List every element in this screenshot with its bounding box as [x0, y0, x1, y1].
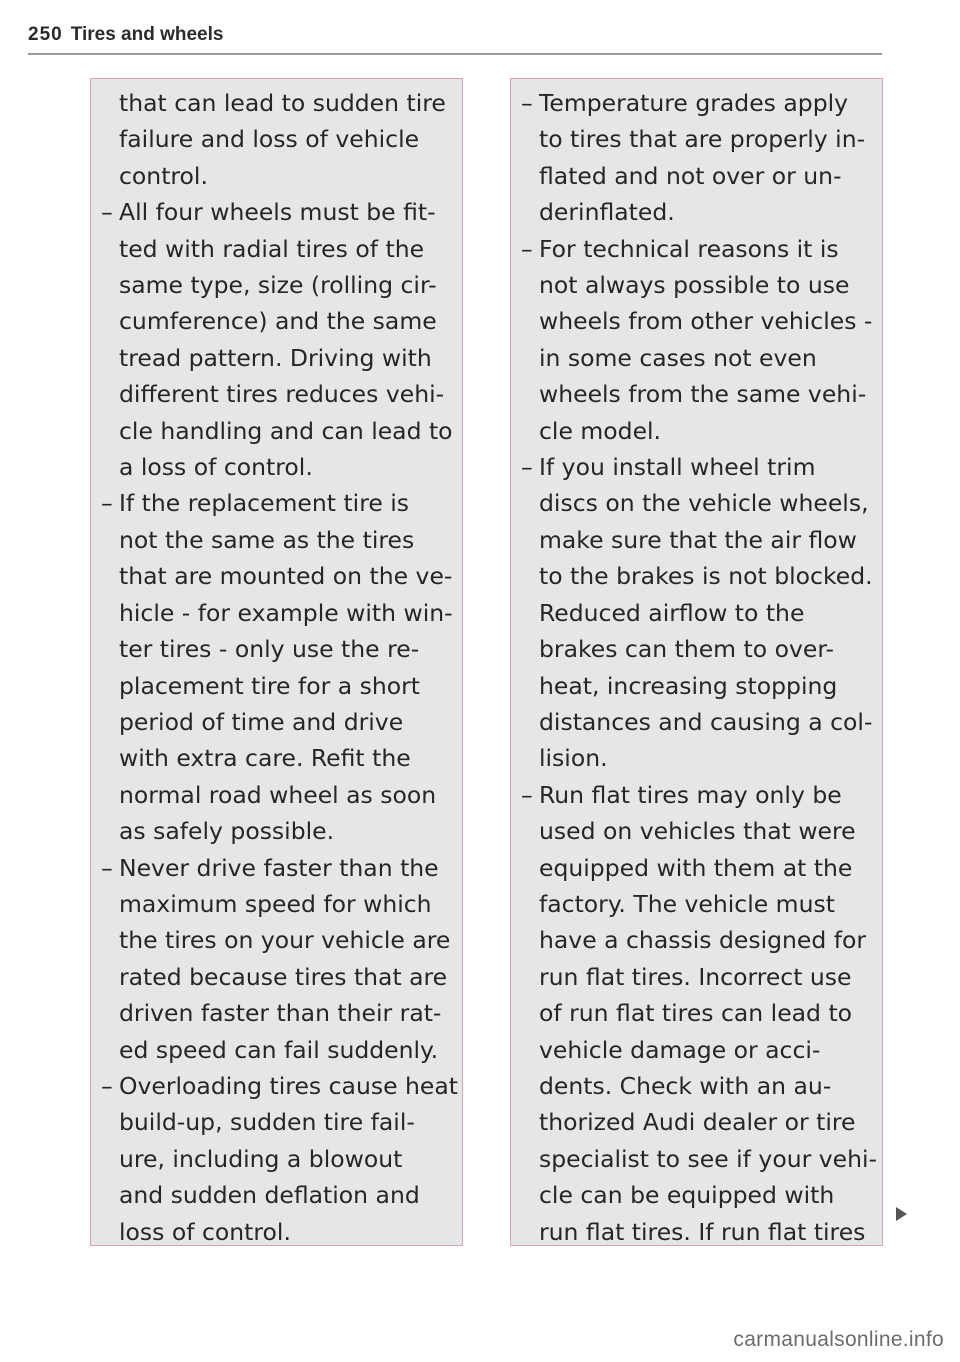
line-text: discs on the vehicle wheels,	[539, 489, 869, 518]
text-line	[91, 449, 462, 485]
line-text: and sudden deflation and	[119, 1181, 420, 1210]
line-text: distances and causing a col-	[539, 707, 873, 736]
text-line	[511, 704, 882, 740]
line-text: normal road wheel as soon	[119, 780, 437, 809]
text-line	[91, 740, 462, 776]
line-text: Temperature grades apply	[539, 89, 849, 117]
line-text: wheels from the same vehi-	[539, 380, 867, 409]
line-text: cle model.	[539, 416, 662, 445]
text-line	[511, 668, 882, 704]
bullet-line	[91, 485, 462, 521]
text-line	[91, 85, 462, 121]
page-number: 250	[28, 24, 63, 45]
text-line	[91, 1104, 462, 1140]
text-line	[91, 158, 462, 194]
text-line	[91, 303, 462, 339]
text-line	[511, 1104, 882, 1140]
bullet-dash: –	[101, 489, 113, 518]
line-text: factory. The vehicle must	[539, 889, 835, 918]
bullet-dash: –	[521, 234, 533, 263]
line-text: have a chassis designed for	[539, 926, 867, 955]
text-line	[511, 922, 882, 958]
continue-arrow-icon	[896, 1207, 907, 1221]
text-line	[91, 704, 462, 740]
line-text: run flat tires. Incorrect use	[539, 962, 852, 991]
text-line	[511, 121, 882, 157]
bullet-dash: –	[101, 1071, 113, 1100]
line-text: make sure that the air flow	[539, 525, 857, 554]
line-text: control.	[119, 161, 208, 190]
text-line	[91, 1177, 462, 1213]
text-line	[91, 522, 462, 558]
line-text: specialist to see if your vehi-	[539, 1144, 877, 1173]
text-line	[511, 595, 882, 631]
text-line	[511, 376, 882, 412]
line-text: different tires reduces vehi-	[119, 380, 445, 409]
line-text: same type, size (rolling cir-	[119, 271, 437, 300]
text-line	[511, 1177, 882, 1213]
line-text: to the brakes is not blocked.	[539, 562, 873, 591]
line-text: in some cases not even	[539, 343, 817, 372]
bullet-dash: –	[101, 198, 113, 227]
line-text: to tires that are properly in-	[539, 125, 866, 154]
line-text: that can lead to sudden tire	[119, 89, 446, 117]
text-line	[511, 995, 882, 1031]
line-text: All four wheels must be fit-	[119, 198, 436, 227]
section-title: Tires and wheels	[70, 24, 224, 45]
line-text: heat, increasing stopping	[539, 671, 838, 700]
text-line	[91, 1141, 462, 1177]
line-text: of run flat tires can lead to	[539, 999, 853, 1028]
text-line	[511, 850, 882, 886]
line-text: build-up, sudden tire fail-	[119, 1108, 415, 1137]
line-text: cle handling and can lead to	[119, 416, 453, 445]
line-text: placement tire for a short	[119, 671, 421, 700]
bullet-dash: –	[521, 89, 533, 117]
bullet-dash: –	[521, 780, 533, 809]
line-text: ter tires - only use the re-	[119, 635, 420, 664]
line-text: thorized Audi dealer or tire	[539, 1108, 856, 1137]
bullet-line	[511, 231, 882, 267]
line-text: rated because tires that are	[119, 962, 448, 991]
line-text: as safely possible.	[119, 817, 335, 846]
text-line	[511, 413, 882, 449]
line-text: Reduced airflow to the	[539, 598, 805, 627]
text-line	[511, 1068, 882, 1104]
text-line	[91, 267, 462, 303]
text-line	[91, 121, 462, 157]
text-line	[91, 558, 462, 594]
line-text: Run flat tires may only be	[539, 780, 842, 809]
text-line	[91, 886, 462, 922]
line-text: derinflated.	[539, 198, 675, 227]
line-text: a loss of control.	[119, 453, 313, 482]
bullet-line	[511, 449, 882, 485]
text-line	[511, 303, 882, 339]
line-text: If you install wheel trim	[539, 453, 816, 482]
line-text: that are mounted on the ve-	[119, 562, 453, 591]
line-text: equipped with them at the	[539, 853, 853, 882]
text-line	[91, 1214, 462, 1250]
line-text: flated and not over or un-	[539, 161, 842, 190]
text-line	[91, 922, 462, 958]
text-line	[511, 631, 882, 667]
text-line	[91, 631, 462, 667]
line-text: brakes can them to over-	[539, 635, 834, 664]
line-text: the tires on your vehicle are	[119, 926, 451, 955]
line-text: maximum speed for which	[119, 889, 432, 918]
line-text: not always possible to use	[539, 271, 850, 300]
line-text: tread pattern. Driving with	[119, 343, 432, 372]
left-column-text	[91, 85, 462, 1250]
text-line	[91, 413, 462, 449]
bullet-line	[91, 1068, 462, 1104]
line-text: cumference) and the same	[119, 307, 437, 336]
line-text: hicle - for example with win-	[119, 598, 453, 627]
line-text: wheels from other vehicles -	[539, 307, 873, 336]
line-text: failure and loss of vehicle	[119, 125, 420, 154]
text-line	[91, 595, 462, 631]
header-divider	[28, 53, 882, 55]
line-text: ted with radial tires of the	[119, 234, 425, 263]
text-line	[91, 995, 462, 1031]
text-line	[511, 1214, 882, 1250]
line-text: ure, including a blowout	[119, 1144, 403, 1173]
line-text: driven faster than their rat-	[119, 999, 442, 1028]
bullet-line	[511, 777, 882, 813]
line-text: lision.	[539, 744, 608, 773]
text-line	[511, 340, 882, 376]
text-line	[511, 558, 882, 594]
page-header	[28, 20, 223, 50]
text-line	[91, 959, 462, 995]
text-line	[91, 376, 462, 412]
text-line	[511, 886, 882, 922]
line-text: cle can be equipped with	[539, 1181, 835, 1210]
text-line	[91, 777, 462, 813]
line-text: ed speed can fail suddenly.	[119, 1035, 439, 1064]
text-line	[511, 1141, 882, 1177]
text-line	[511, 959, 882, 995]
line-text: not the same as the tires	[119, 525, 415, 554]
line-text: For technical reasons it is	[539, 234, 839, 263]
line-text: loss of control.	[119, 1217, 291, 1246]
warning-panel-left	[90, 78, 463, 1246]
text-line	[91, 340, 462, 376]
text-line	[91, 231, 462, 267]
line-text: run flat tires. If run flat tires	[539, 1217, 866, 1246]
line-text: dents. Check with an au-	[539, 1071, 832, 1100]
line-text: with extra care. Refit the	[119, 744, 411, 773]
text-line	[511, 813, 882, 849]
bullet-line	[511, 85, 882, 121]
text-line	[91, 813, 462, 849]
bullet-line	[91, 850, 462, 886]
line-text: If the replacement tire is	[119, 489, 410, 518]
warning-panel-right	[510, 78, 883, 1246]
line-text: period of time and drive	[119, 707, 404, 736]
line-text: vehicle damage or acci-	[539, 1035, 821, 1064]
right-column-text	[511, 85, 882, 1250]
text-line	[91, 668, 462, 704]
line-text: Overloading tires cause heat	[119, 1071, 458, 1100]
text-line	[511, 194, 882, 230]
text-line	[91, 1032, 462, 1068]
bullet-line	[91, 194, 462, 230]
watermark: carmanualsonline.info	[733, 1328, 944, 1351]
bullet-dash: –	[521, 453, 533, 482]
text-line	[511, 267, 882, 303]
text-line	[511, 485, 882, 521]
text-line	[511, 740, 882, 776]
bullet-dash: –	[101, 853, 113, 882]
text-line	[511, 1032, 882, 1068]
text-line	[511, 522, 882, 558]
line-text: used on vehicles that were	[539, 817, 856, 846]
text-line	[511, 158, 882, 194]
line-text: Never drive faster than the	[119, 853, 439, 882]
